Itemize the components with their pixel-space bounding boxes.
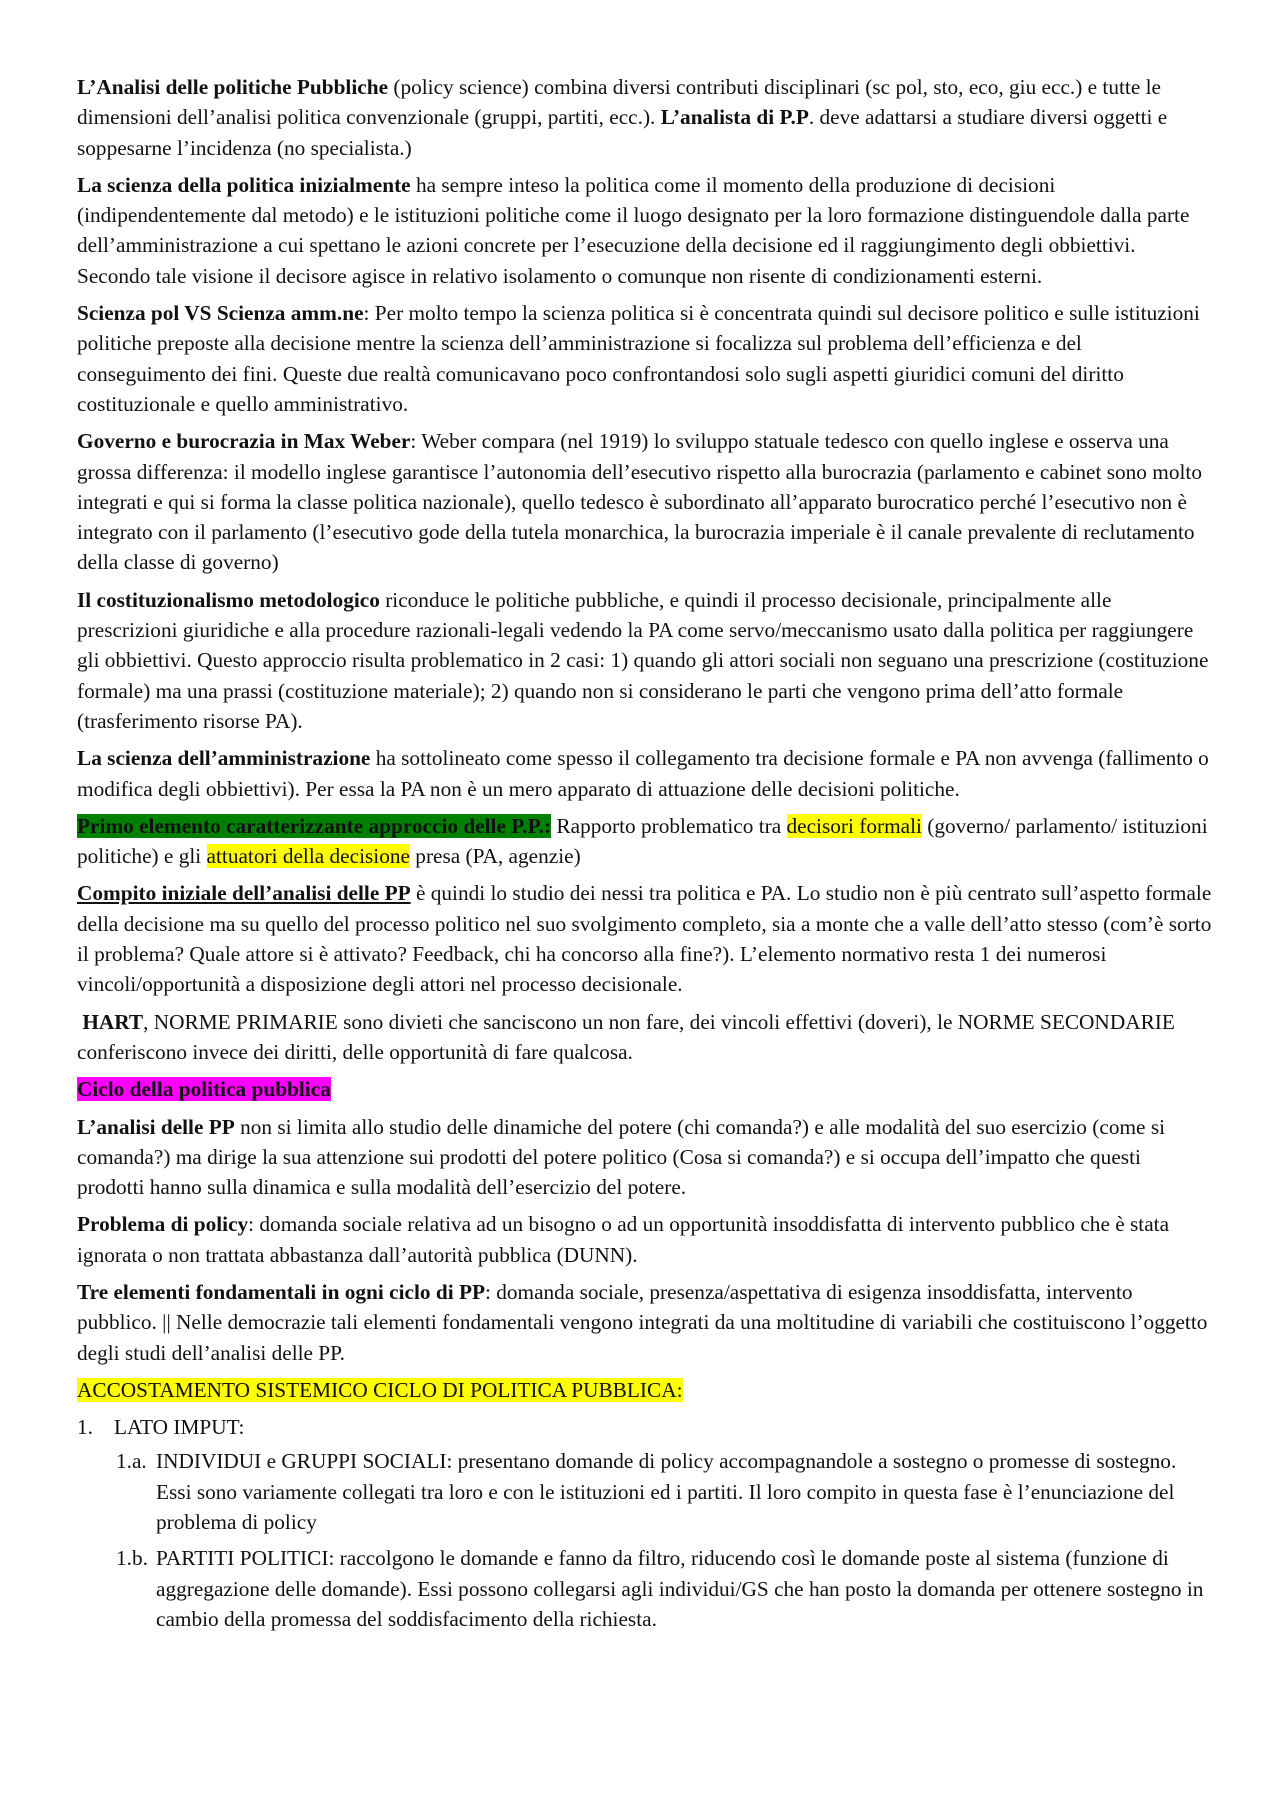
bold-term: La scienza dell’amministrazione <box>77 746 371 771</box>
paragraph-analisi-pp <box>77 72 1213 163</box>
paragraph-text: (governo/ parlamento/ istituzioni politiche) e gli <box>77 813 1208 869</box>
paragraph-analisi-pp-2 <box>77 1112 1213 1203</box>
bold-term: La scienza della politica inizialmente <box>77 172 411 197</box>
paragraph-text: (policy science) combina diversi contributi disciplinari (sc pol, sto, eco, giu ecc.) e tutte le dimensioni dell’analisi politica convenzionale (gruppi, partiti, ecc.). <box>77 75 1161 130</box>
bold-term: Scienza pol VS Scienza amm.ne <box>77 301 364 326</box>
sublist-item <box>77 1543 1213 1634</box>
paragraph-primo-elemento <box>77 811 1213 872</box>
list-number: 1.b. <box>116 1546 148 1571</box>
bold-term: Il costituzionalismo metodologico <box>77 587 380 612</box>
yellow-highlight: decisori formali <box>786 813 922 838</box>
paragraph-weber <box>77 426 1213 577</box>
paragraph-text: : domanda sociale, presenza/aspettativa di esigenza insoddisfatta, intervento pubblico. || Nelle democrazie tali elementi fondamentali vengono integrati da una moltitudine di variabili che costituiscono l’oggetto degli studi dell’analisi delle PP. <box>77 1279 1208 1365</box>
bold-term: L’analisi delle PP <box>77 1114 235 1139</box>
paragraph-text: . deve adattarsi a studiare diversi oggetti e soppesarne l’incidenza (no specialista.) <box>77 105 1168 160</box>
paragraph-compito-iniziale <box>77 878 1213 999</box>
list-number: 1.a. <box>116 1449 147 1474</box>
paragraph-text: è quindi lo studio dei nessi tra politica e PA. Lo studio non è più centrato sull’aspetto formale della decisione ma su quello del processo politico nel suo svolgimento completo, sia a monte che a valle dell’atto stesso (com’è sorto il problema? Quale attore si è attivato? Feedback, chi ha concorso alla fine?). L’elemento normativo resta 1 dei numerosi vincoli/opportunità a disposizione degli attori nel processo decisionale. <box>77 881 1212 997</box>
bold-term: HART <box>82 1009 144 1034</box>
paragraph-costituzionalismo <box>77 585 1213 736</box>
paragraph-text: : domanda sociale relativa ad un bisogno o ad un opportunità insoddisfatta di intervento pubblico che è stata ignorata o non trattata abbastanza dall’autorità pubblica (DUNN). <box>77 1212 1170 1267</box>
paragraph-tre-elementi <box>77 1277 1213 1368</box>
paragraph-text: : Per molto tempo la scienza politica si è concentrata quindi sul decisore politico e sulle istituzioni politiche preposte alla decisione mentre la scienza dell’amministrazione si focalizza sul problema dell’efficienza e del conseguimento dei fini. Queste due realtà comunicavano poco confrontandosi solo sugli aspetti giuridici comuni del diritto costituzionale e quello amministrativo. <box>77 301 1200 416</box>
paragraph-text: riconduce le politiche pubbliche, e quindi il processo decisionale, principalmente alle prescrizioni giuridiche e alla procedure razionali-legali vedendo la PA come servo/meccanismo usato dalla politica per raggiungere gli obbiettivi. Questo approccio risulta problematico in 2 casi: 1) quando gli attori sociali non seguano una prescrizione (costituzione formale) ma una prassi (costituzione materiale); 2) quando non si considerano le parti che vengono prima dell’atto formale (trasferimento risorse PA). <box>77 587 1209 733</box>
list-text: LATO IMPUT: <box>114 1415 245 1440</box>
paragraph-text: ha sempre inteso la politica come il momento della produzione di decisioni (indipendentemente dal metodo) e le istituzioni politiche come il luogo designato per la loro formazione distinguendole dalla parte dell’amministrazione a cui spettano le azioni concrete per l’esecuzione della decisione ed il raggiungimento degli obbiettivi. Secondo tale visione il decisore agisce in relativo isolamento o comunque non risente di condizionamenti esterni. <box>77 172 1190 288</box>
paragraph-text: , NORME PRIMARIE sono divieti che sanciscono un non fare, dei vincoli effettivi (doveri), le NORME SECONDARIE conferiscono invece dei diritti, delle opportunità di fare qualcosa. <box>77 1009 1175 1064</box>
paragraph-text: : Weber compara (nel 1919) lo sviluppo statuale tedesco con quello inglese e osserva una grossa differenza: il modello inglese garantisce l’autonomia dell’esecutivo rispetto alla burocrazia (parlamento e cabinet sono molto integrati e qui si forma la classe politica nazionale), quello tedesco è subordinato all’apparato burocratico perché l’esecutivo non è integrato con il parlamento (l’esecutivo gode della tutela monarchica, la burocrazia imperiale è il canale prevalente di reclutamento della classe di governo) <box>77 429 1202 575</box>
bold-term: L’Analisi delle politiche Pubbliche <box>77 75 389 99</box>
yellow-highlight: attuatori della decisione <box>206 844 410 869</box>
list-text: PARTITI POLITICI: raccolgono le domande e fanno da filtro, riducendo così le domande poste al sistema (funzione di aggregazione delle domande). Essi possono collegarsi agli individui/GS che han posto la domanda per ottenere sostegno in cambio della promessa del soddisfacimento della richiesta. <box>156 1546 1204 1631</box>
heading-ciclo <box>77 1074 1213 1104</box>
green-highlight: Primo elemento caratterizzante approccio delle P.P.: <box>77 813 552 838</box>
paragraph-scienza-politica <box>77 170 1213 291</box>
paragraph-hart <box>77 1007 1213 1068</box>
paragraph-text: Rapporto problematico tra <box>551 813 787 838</box>
list-item <box>77 1412 1213 1442</box>
bold-term: Tre elementi fondamentali in ogni ciclo di PP <box>77 1279 485 1304</box>
paragraph-text: ha sottolineato come spesso il collegamento tra decisione formale e PA non avvenga (fallimento o modifica degli obbiettivi). Per essa la PA non è un mero apparato di attuazione delle decisioni politiche. <box>77 746 1209 801</box>
bold-term: Governo e burocrazia in Max Weber <box>77 429 411 454</box>
bold-term: Problema di policy <box>77 1212 249 1237</box>
magenta-highlight: Ciclo della politica pubblica <box>77 1077 331 1102</box>
paragraph-problema-policy <box>77 1209 1213 1270</box>
paragraph-scienza-amministrazione <box>77 743 1213 804</box>
document-body <box>77 72 1213 1640</box>
underlined-term: Compito iniziale dell’analisi delle PP <box>77 881 411 906</box>
list-number: 1. <box>77 1415 93 1440</box>
paragraph-scienza-pol-vs-amm <box>77 298 1213 419</box>
yellow-highlight: ACCOSTAMENTO SISTEMICO CICLO DI POLITICA PUBBLICA: <box>77 1377 683 1402</box>
paragraph-text: non si limita allo studio delle dinamiche del potere (chi comanda?) e alle modalità del suo esercizio (come si comanda?) ma dirige la sua attenzione sui prodotti del potere politico (Cosa si comanda?) e si occupa dell’impatto che questi prodotti hanno sulla dinamica e sulla modalità dell’esercizio del potere. <box>77 1114 1166 1200</box>
list-text: INDIVIDUI e GRUPPI SOCIALI: presentano domande di policy accompagnandole a sostegno o promesse di sostegno. Essi sono variamente collegati tra loro e con le istituzioni ed i partiti. Il loro compito in questa fase è l’enunciazione del problema di policy <box>156 1449 1177 1535</box>
bold-term: L’analista di P.P <box>660 105 809 130</box>
sublist-item <box>77 1446 1213 1537</box>
heading-accostamento <box>77 1375 1213 1405</box>
paragraph-text: presa (PA, agenzie) <box>409 844 581 869</box>
